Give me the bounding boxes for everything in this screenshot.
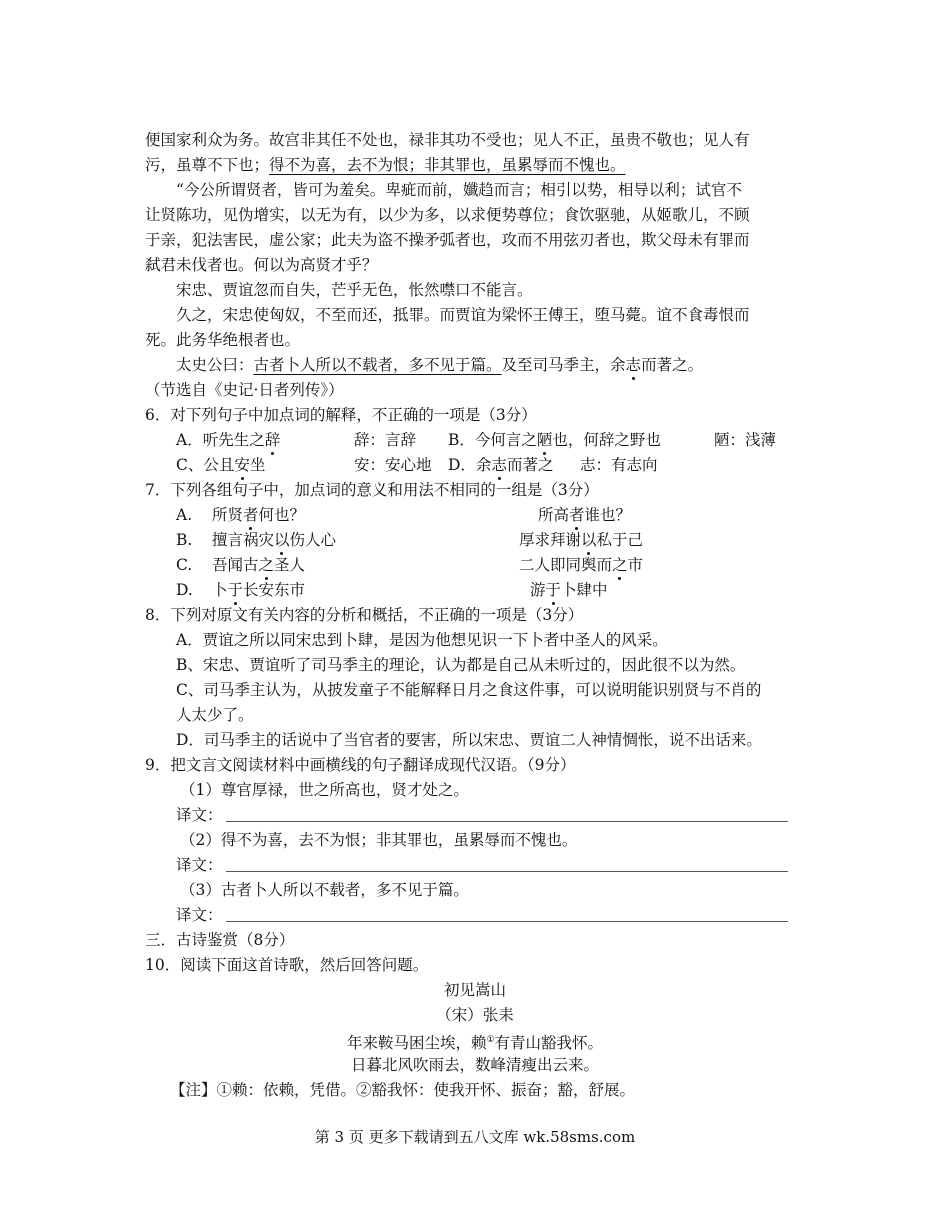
option-text: 擅言祸灾: [212, 531, 275, 549]
option-text: 厚求拜谢: [519, 531, 582, 549]
question-9-stem: 9．把文言文阅读材料中画横线的句子翻译成现代汉语。（9分）: [145, 756, 576, 774]
option-text: A．听先生之: [176, 431, 265, 449]
passage-source: （节选自《史记·日者列传》）: [145, 381, 344, 399]
question-10-stem: 10．阅读下面这首诗歌，然后回答问题。: [145, 956, 429, 974]
passage-text: 太史公曰：: [176, 356, 254, 374]
dotted-word: 者: [243, 506, 259, 524]
dotted-word: 以: [581, 531, 597, 549]
option-text: 何也？: [258, 506, 306, 524]
q6-option-c-gloss: 安：安心地: [354, 456, 432, 474]
q6-option-a: [176, 430, 280, 450]
section-3-heading: 三．古诗鉴赏（8分）: [145, 931, 295, 949]
q7-label-d: D.: [176, 581, 193, 599]
option-text: 伤人心: [289, 531, 337, 549]
dotted-word: 志: [491, 456, 507, 474]
dotted-word: 以: [274, 531, 290, 549]
option-text: 长安东市: [243, 581, 306, 599]
poem-line-1: [0, 1030, 950, 1053]
q6-option-a-gloss: 辞：言辞: [354, 431, 417, 449]
option-text: 所高: [538, 506, 570, 524]
footnote-marker: ①: [486, 1035, 495, 1045]
passage-line: [176, 355, 703, 375]
q8-option-c: C、司马季主认为，从披发童子不能解释日月之食这件事，可以说明能识别贤与不肖的: [176, 681, 762, 699]
option-text: 吾闻古: [212, 556, 259, 574]
q9-sentence-3: （3）古者卜人所以不载者，多不见于篇。: [180, 881, 469, 899]
q6-option-c: [176, 455, 265, 475]
q6-option-d: [448, 455, 553, 475]
option-text: 而著之: [506, 456, 554, 474]
passage-line: 让贤陈功，见伪增实，以无为有，以少为多，以求便势尊位；食饮驱驰，从姬歌儿，不顾: [145, 206, 750, 224]
dotted-word: 陋: [536, 431, 553, 449]
q8-option-d: D．司马季主的话说中了当官者的要害，所以宋忠、贾谊二人神情惆怅，说不出话来。: [176, 731, 762, 749]
q7-label-b: B.: [176, 531, 193, 549]
question-7-stem: 7．下列各组句子中，加点词的意义和用法不相同的一组是（3分）: [145, 481, 599, 499]
option-text: C、公且: [176, 456, 235, 474]
passage-line: 弑君未伐者也。何以为高贤才乎？: [145, 256, 378, 274]
q8-option-a: A．贾谊之所以同宋忠到卜肆，是因为他想见识一下卜者中圣人的风采。: [176, 631, 668, 649]
dotted-word: 者: [569, 506, 585, 524]
poem-author: （宋）张耒: [436, 1006, 514, 1024]
page-footer: 第 3 页 更多下载请到五八文库 wk.58sms.com: [314, 1128, 636, 1146]
passage-line: 死。此务华绝根者也。: [145, 331, 301, 349]
q6-option-d-gloss: 志：有志向: [580, 456, 658, 474]
option-text: 私于己: [596, 531, 644, 549]
q7-b-left: [212, 530, 336, 550]
q9-sentence-1: （1）尊官厚禄，世之所高也，贤才处之。: [180, 781, 469, 799]
q9-answer-line-1[interactable]: [226, 821, 788, 822]
option-text: D．余: [448, 456, 492, 474]
passage-line: “今公所谓贤者，皆可为羞矣。卑疵而前，孅趋而言；相引以势，相导以利；试官不: [176, 181, 742, 199]
passage-line: 久之，宋忠使匈奴，不至而还，抵罪。而贾谊为梁怀王傅王，堕马薨。谊不食毒恨而: [176, 306, 750, 324]
q9-answer-line-2[interactable]: [226, 871, 788, 872]
dotted-word: 志: [625, 356, 642, 374]
dotted-word: 安: [234, 456, 250, 474]
underlined-sentence-3: 古者卜人所以不载者，多不见于篇。: [253, 356, 502, 374]
q7-c-right: [519, 555, 643, 575]
q7-a-left: [212, 505, 305, 525]
passage-line: 宋忠、贾谊忽而自失，芒乎无色，怅然噤口不能言。: [176, 281, 533, 299]
option-text: 圣人: [274, 556, 306, 574]
poem-note: 【注】①赖：依赖，凭借。②豁我怀：使我开怀、振奋；豁，舒展。: [170, 1081, 636, 1099]
dotted-word: 辞: [264, 431, 281, 449]
q7-label-c: C.: [176, 556, 193, 574]
option-text: 所贤: [212, 506, 244, 524]
poem-text: 有青山豁我怀。: [494, 1034, 604, 1053]
question-6-stem: 6．对下列句子中加点词的解释，不正确的一项是（3分）: [145, 406, 537, 424]
option-text: 卜: [212, 581, 228, 599]
q9-sentence-2: （2）得不为喜，去不为恨；非其罪也，虽累辱而不愧也。: [180, 831, 578, 849]
passage-line: 于亲，犯法害民，虚公家；此夫为盗不操矛弧者也，攻而不用弦刃者也，欺父母未有罪而: [145, 231, 750, 249]
option-text: 也，何辞之野也: [552, 431, 661, 449]
passage-line: 便国家利众为务。故宫非其任不处也，禄非其功不受也；见人不正，虽贵不敬也；见人有: [145, 131, 750, 149]
passage-text: 而著之。: [641, 356, 704, 374]
dotted-word: 之: [258, 556, 275, 574]
poem-text: 年来鞍马困尘埃，赖: [346, 1034, 487, 1053]
q6-option-b: [448, 430, 661, 450]
q9-answer-line-3[interactable]: [226, 921, 788, 922]
q6-option-b-gloss: 陋：浅薄: [714, 431, 777, 449]
dotted-word: 于: [545, 581, 562, 599]
passage-text: 及至司马季主，余: [501, 356, 626, 374]
dotted-word: 于: [227, 581, 244, 599]
poem-line-2: 日暮北风吹雨去，数峰清瘦出云来。: [350, 1056, 599, 1074]
passage-line: [145, 155, 626, 175]
passage-text: 污，虽尊不下也；: [145, 156, 270, 174]
option-text: B．今何言之: [448, 431, 537, 449]
q7-d-right: [530, 580, 608, 600]
option-text: 市: [627, 556, 644, 574]
q7-c-left: [212, 555, 305, 575]
q8-option-c-cont: 人太少了。: [176, 706, 254, 724]
q9-answer-label: 译文：: [176, 906, 223, 924]
dotted-word: 之: [612, 556, 628, 574]
option-text: 卜肆中: [561, 581, 608, 599]
option-text: 二人即同舆而: [519, 556, 613, 574]
option-text: 游: [530, 581, 546, 599]
underlined-sentence-2: 得不为喜，去不为恨；非其罪也，虽累辱而不愧也。: [269, 156, 626, 174]
q7-a-right: [538, 505, 631, 525]
q9-answer-label: 译文：: [176, 806, 223, 824]
poem-title: 初见嵩山: [443, 981, 506, 999]
question-8-stem: 8．下列对原文有关内容的分析和概括，不正确的一项是（3分）: [145, 606, 584, 624]
q7-b-right: [519, 530, 643, 550]
option-text: 坐: [249, 456, 266, 474]
q7-d-left: [212, 580, 305, 600]
q9-answer-label: 译文：: [176, 856, 223, 874]
option-text: 谁也？: [584, 506, 632, 524]
q8-option-b: B、宋忠、贾谊听了司马季主的理论，认为都是自己从未听过的，因此很不以为然。: [176, 656, 746, 674]
q7-label-a: A.: [176, 506, 193, 524]
